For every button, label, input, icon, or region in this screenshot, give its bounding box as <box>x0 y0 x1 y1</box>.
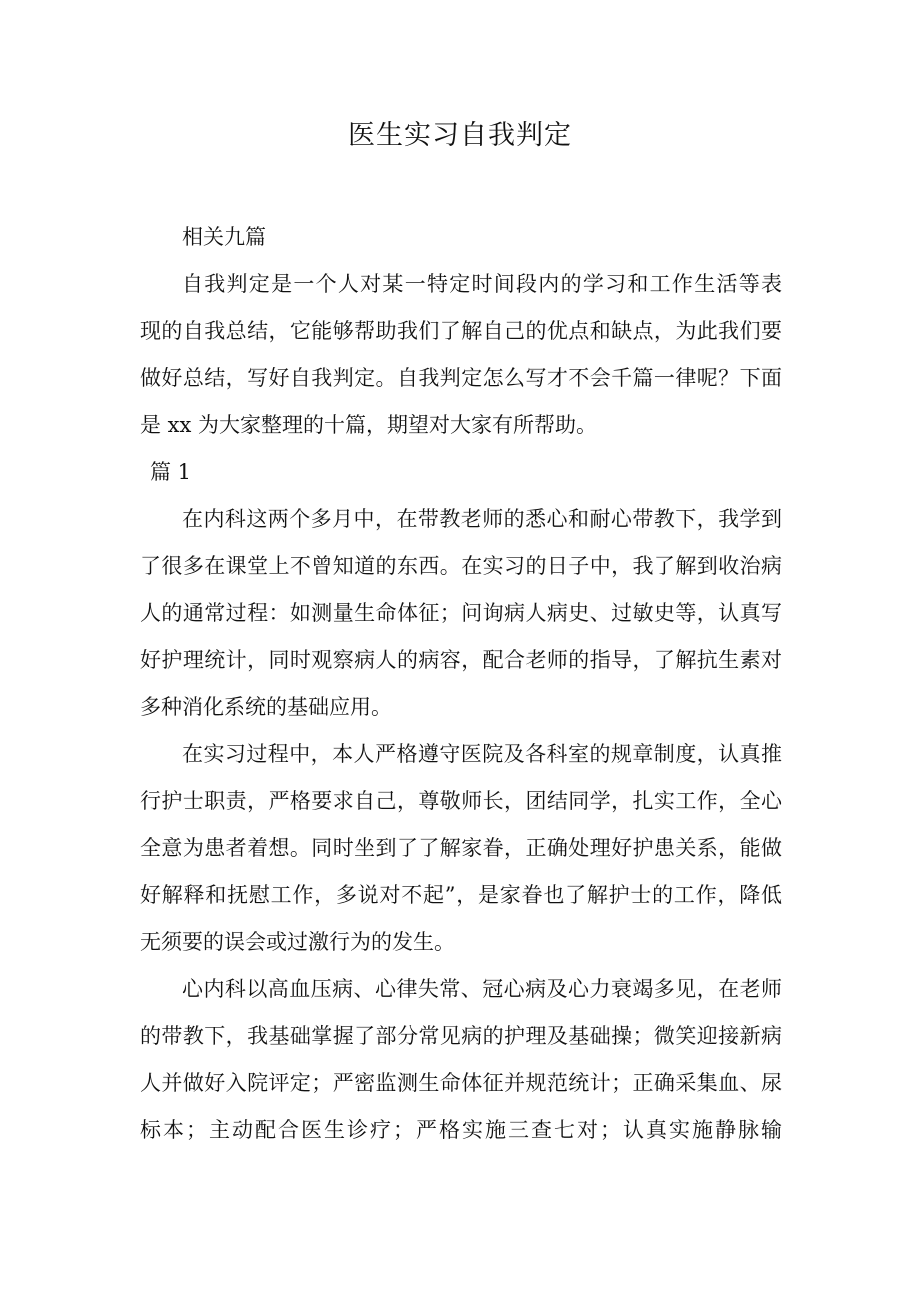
paragraph1-line: 多种消化系统的基础应用。 <box>140 695 392 719</box>
subtitle-line: 相关九篇 <box>182 225 266 249</box>
section-heading: 篇 1 <box>150 460 192 484</box>
paragraph2-line: 在实习过程中，本人严格遵守医院及各科室的规章制度，认真推 <box>182 742 782 766</box>
paragraph1-line: 好护理统计，同时观察病人的病容，配合老师的指导，了解抗生素对 <box>140 648 782 672</box>
intro-line: 自我判定是一个人对某一特定时间段内的学习和工作生活等表 <box>182 272 782 296</box>
intro-line: 现的自我总结，它能够帮助我们了解自己的优点和缺点，为此我们要 <box>140 319 782 343</box>
document-title: 医生实习自我判定 <box>348 120 572 151</box>
intro-line: 是 xx 为大家整理的十篇，期望对大家有所帮助。 <box>140 413 598 437</box>
document-body <box>140 214 782 1154</box>
paragraph2-line: 全意为患者着想。同时坐到了了解家眷，正确处理好护患关系，能做 <box>140 836 782 860</box>
paragraph2-line: 无须要的误会或过激行为的发生。 <box>140 930 455 954</box>
paragraph2-line: 行护士职责，严格要求自己，尊敬师长，团结同学，扎实工作，全心 <box>140 789 782 813</box>
paragraph3-line: 标本；主动配合医生诊疗；严格实施三查七对；认真实施静脉输 <box>140 1118 782 1142</box>
paragraph3-line: 的带教下，我基础掌握了部分常见病的护理及基础操；微笑迎接新病 <box>140 1024 782 1048</box>
paragraph1-line: 了很多在课堂上不曾知道的东西。在实习的日子中，我了解到收治病 <box>140 554 782 578</box>
paragraph1-line: 在内科这两个多月中，在带教老师的悉心和耐心带教下，我学到 <box>182 507 782 531</box>
paragraph1-line: 人的通常过程：如测量生命体征；问询病人病史、过敏史等，认真写 <box>140 601 782 625</box>
intro-line: 做好总结，写好自我判定。自我判定怎么写才不会千篇一律呢？下面 <box>140 366 782 390</box>
paragraph2-line: 好解释和抚慰工作，多说对不起”，是家眷也了解护士的工作，降低 <box>140 883 782 907</box>
paragraph3-line: 人并做好入院评定；严密监测生命体征并规范统计；正确采集血、尿 <box>140 1071 782 1095</box>
paragraph3-line: 心内科以高血压病、心律失常、冠心病及心力衰竭多见，在老师 <box>182 977 782 1001</box>
